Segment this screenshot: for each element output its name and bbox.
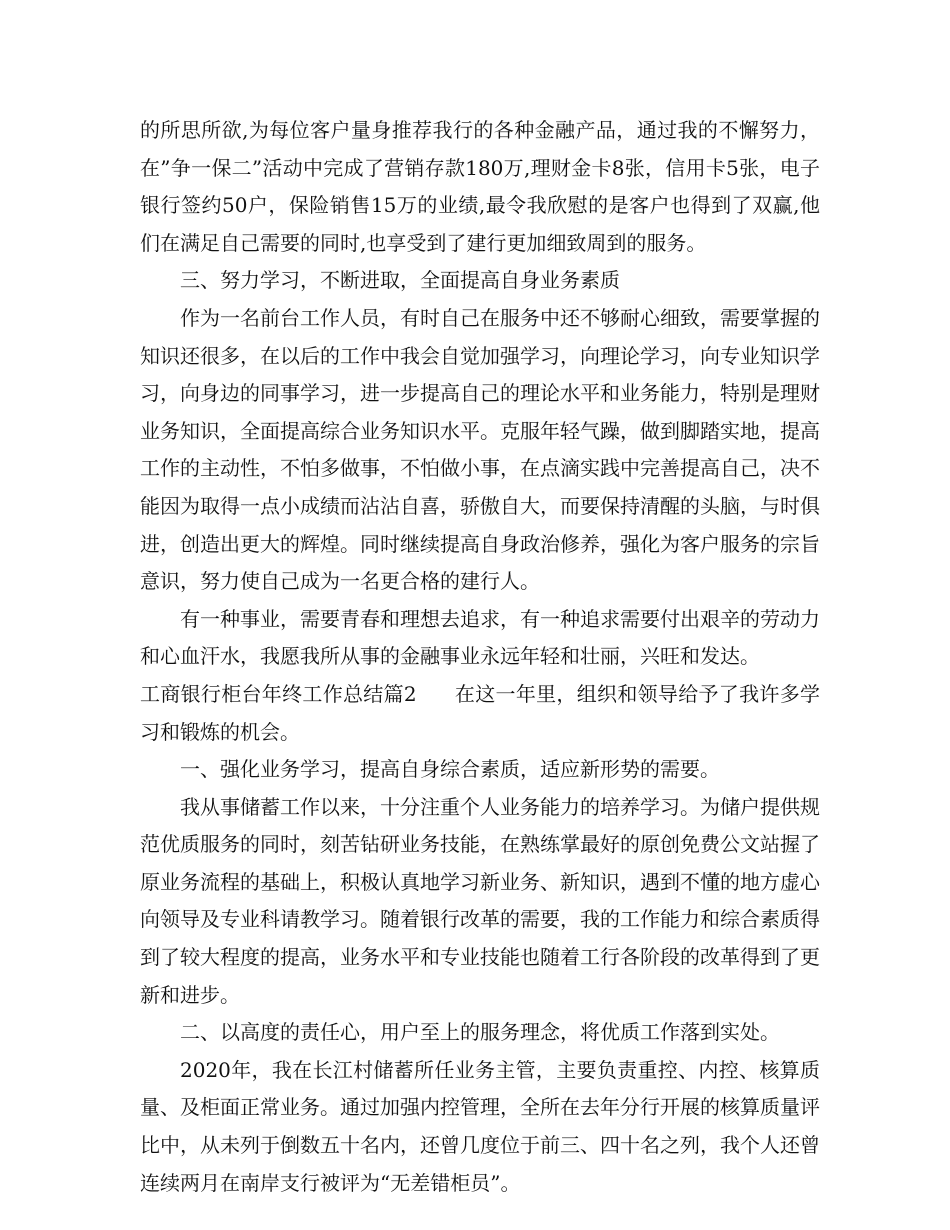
paragraph: 我从事储蓄工作以来，十分注重个人业务能力的培养学习。为储户提供规范优质服务的同时，刻苦钻研业务技能，在熟练掌最好的原创免费公文站握了原业务流程的基础上，积极认真地学习新业务、新知识，遇到不懂的地方虚心向领导及专业科请教学习。随着银行改革的需要，我的工作能力和综合素质得到了较大程度的提高，业务水平和专业技能也随着工行各阶段的改革得到了更新和进步。 [140, 794, 820, 1007]
article-title-line [140, 676, 820, 751]
section-heading: 一、强化业务学习，提高自身综合素质，适应新形势的需要。 [180, 757, 720, 782]
paragraph: 的所思所欲,为每位客户量身推荐我行的各种金融产品，通过我的不懈努力，在”争一保二”活动中完成了营销存款180万,理财金卡8张，信用卡5张，电子银行签约50户，保险销售15万的业绩,最令我欣慰的是客户也得到了双赢,他们在满足自己需要的同时,也享受到了建行更加细致周到的服务。 [140, 118, 820, 255]
section-heading: 二、以高度的责任心，用户至上的服务理念，将优质工作落到实处。 [180, 1020, 780, 1045]
paragraph: 作为一名前台工作人员，有时自己在服务中还不够耐心细致，需要掌握的知识还很多，在以后的工作中我会自觉加强学习，向理论学习，向专业知识学习，向身边的同事学习，进一步提高自己的理论水平和业务能力，特别是理财业务知识，全面提高综合业务知识水平。克服年轻气躁，做到脚踏实地，提高工作的主动性，不怕多做事，不怕做小事，在点滴实践中完善提高自己，决不能因为取得一点小成绩而沾沾自喜，骄傲自大，而要保持清醒的头脑，与时俱进，创造出更大的辉煌。同时继续提高自身政治修养，强化为客户服务的宗旨意识，努力使自己成为一名更合格的建行人。 [140, 305, 820, 594]
paragraph: 2020年，我在长江村储蓄所任业务主管，主要负责重控、内控、核算质量、及柜面正常业务。通过加强内控管理，全所在去年分行开展的核算质量评比中，从未列于倒数五十名内，还曾几度位于前三、四十名之列，我个人还曾连续两月在南岸支行被评为“无差错柜员”。 [140, 1057, 820, 1195]
article-intro: 在这一年里，组织和领导给予了我许多学习和锻炼的机会。 [140, 681, 821, 744]
section-heading: 三、努力学习，不断进取，全面提高自身业务素质 [180, 268, 620, 293]
article-title: 工商银行柜台年终工作总结篇2 [140, 681, 417, 706]
paragraph: 有一种事业，需要青春和理想去追求，有一种追求需要付出艰辛的劳动力和心血汗水，我愿我所从事的金融事业永远年轻和壮丽，兴旺和发达。 [140, 606, 820, 669]
document-body [140, 112, 820, 1202]
